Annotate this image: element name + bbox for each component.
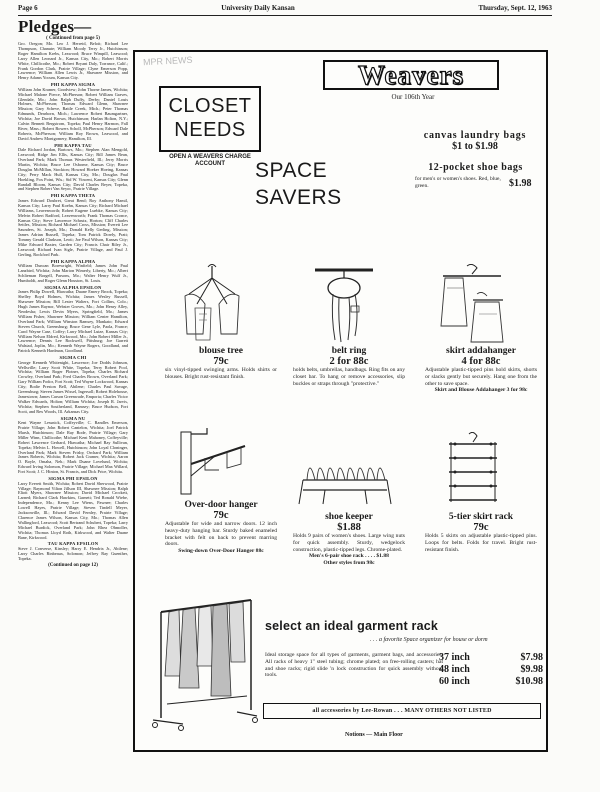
product-over-door-hanger <box>165 500 277 555</box>
product-note: Skirt and Blouse Addahanger 3 for 98c <box>434 387 528 394</box>
charge-account-note: OPEN A WEAVERS CHARGE ACCOUNT <box>169 154 251 167</box>
fraternity-members: George Kenneth Whitenight, Lawrence; Joe Dodds Johnson, Wellsville; Larry Scott White, Topeka; Terry Robert Pool, Wichita; William Roger Plotner, Topeka; Charles Richard Crowley, Overland Park; Fred Charles Brown, Overland Park; Gary William Fodor, Fort Scott; Ted Wayne Lockwood, Kansas City; Bodie Preston Bell, Abilene; Charles Paul Savage, Greensburg; Steven James Wissel, Ingersoll; Robert Holehouse, Jamestown; James Carson Greenwade, Emporia; Charles Victor Walker Edwards, Holton; William Wichita; Joseph R. Jarvis, Wichita; Stephen Southerland, Ramsey; Bruce Hudson, Fort Scott, and Rex Woods, Ill. Arkansas City. <box>18 359 128 414</box>
fraternity-name: SIGMA CHI <box>59 355 87 361</box>
fraternity-name: PHI KAPPA SIGMA <box>50 82 96 88</box>
product-desc: holds belts, umbrellas, handbags. Ring fits on any closet bar. To hang or remove accessories, slip buckles or straps through "protective." <box>293 367 405 387</box>
fraternity-name: PHI KAPPA TAU <box>54 142 92 148</box>
rack-size: 60 inch <box>439 676 470 687</box>
product-price: 79c <box>213 356 229 367</box>
garment-rack-prices <box>439 652 543 688</box>
fraternity-members: William Duncan Borewright, Winfield; James John Paul Lanzbird, Wichita; John Marion Wimerly, Liberty, Mo.; Albert Schlieman Borgell, Parsons, Mo.; Walter Henry Wulf Jr., Humboldt, and Roger Glenn Houston, St. Louis. <box>18 263 128 283</box>
garment-rack-title: select an ideal garment rack <box>265 619 439 633</box>
product-title: Over-door hanger <box>184 500 258 510</box>
belt-ring-drawing <box>313 262 375 344</box>
archive-stamp: MPR NEWS <box>142 54 193 68</box>
fraternity-name: SIGMA PHI EPSILON <box>48 476 98 482</box>
product-note: Swing-down Over-Door Hanger 88c <box>178 548 264 555</box>
rack-price: $9.98 <box>520 664 543 675</box>
fraternity-section <box>18 82 128 141</box>
product-blouse-tree <box>165 346 277 381</box>
over-door-hanger-illustration <box>175 424 251 496</box>
product-desc: Adjustable plastic-tipped pins hold skirts, shorts or slacks gently but securely. Hang one from the other to save space. <box>425 367 537 387</box>
shoe-bags-name: 12-pocket shoe bags <box>428 162 523 173</box>
product-shoe-keeper <box>293 512 405 566</box>
fraternity-section <box>18 416 128 475</box>
masthead <box>18 4 552 16</box>
shoe-keeper-drawing <box>295 450 395 506</box>
closet-needs-box <box>159 86 261 152</box>
skirt-rack-illustration <box>445 432 501 506</box>
blouse-tree-illustration <box>177 264 247 342</box>
fraternity-members: James Philip Dowell, Hiawatha; Duane Emery Brook, Topeka; Shelley Boyd Holmes, Wichita; James Wesley Russell, Shawnee Mission; Bill Lester Walters, Fort Collins, Colo.; Hugh James Raynor, Webster Groves, Mo.; John Henry Alley, Neodesha; Lewis Devin Myers, Springfield, Mo.; James William Fisher, Shawnee Mission; William Center Hamilton, Overland Park; William Winston Ramsey, Mankato; Edward Steven Church, Greensburg; Bruce Gene Lyle, Paola, France; Carol Wayne Case, Coffey; Larry Michael Lutze, Kansas City; William Nelson Eldred, Kirkwood, Mo.; John Robert Miller Jr., Lawrence; Dennis Lee Rockwell, Pittsburg; Joe Garrett Walstad, Joplin, Mo.; Kenneth Wayne Rogers, Goodland, and Patrick Kenneth Hardman, Goodland. <box>18 289 128 354</box>
rack-price: $7.98 <box>520 652 543 663</box>
fraternity-members: James Edward Doubret, Great Bend; Roy Anthony Hamil, Kansas City; Larry Paul Koehn, Kansas City; Richard Michael Williams, Leavenworth; Robert Eugene Luebke, Kansas City; Melvin Robert Radford, Leavenworth; Frank Thomas Cronce, Kansas City; Steve Lawrence Schrutz, Horton; Cliff Charles Settles, Mission; Richard Michael Cross, Mission; Everett Lee Saunders, St. Joseph, Mo.; Donald Kelly Gerling, Mission; James Adrian Russell, Topeka; Tom Patrick Dorely, Pratt; Tommy Gerald Clarkson, Leoti; Joe Paul Wilson, Kansas City; Mike Edward Baxter, Garden City; Francis Chair Riley Jr., Leawood; Richard Ivan Sigle, Prairie Village, and Paul J. Gerling, Rockford Park. <box>18 197 128 257</box>
garment-price-row <box>439 652 543 664</box>
fraternity-name: PHI KAPPA ALPHA <box>50 258 96 264</box>
product-desc: Adjustable for wide and narrow doors. 12 inch heavy-duty hanging bar. Sturdy baked enameled bracket with felt on back to prevent marring doors. <box>165 521 277 548</box>
blouse-tree-drawing <box>177 264 247 342</box>
fraternity-section <box>18 285 128 354</box>
skirt-addahanger-drawing <box>437 264 507 346</box>
weavers-advertisement <box>133 50 548 752</box>
product-title: 5-tier skirt rack <box>448 512 514 522</box>
paper-name: University Daily Kansan <box>221 4 295 12</box>
space-savers-heading: SPACE SAVERS <box>255 159 342 209</box>
closet-needs-heading: CLOSET NEEDS <box>168 95 252 141</box>
fraternity-members: William John Kramer, Goodview; John Thorne James, Wichita; Michael Malone Pierce, McPherson; Robert William Graves, Glendale, Mo.; John Ralph Duffy, Derby; Daniel Louis Holmes, McPherson; Thomas Edward Glenn, Shawnee Mission; Gary Scheve, Battle Creek, Mich.; Peter Thomas Edmunds, Dearborn, Mich.; Lawrence Robert Baumgartner, Wichita; Joe David Brown, Hutchinson; Harlan Holton, N.Y.; Calvin Bennett Bergstrom, Topeka; Paul Henry Harmon, Fall River, Mass.; Robert Bowers Scholl, McPherson; Edward Dale Roberts, McPherson; William Roy Brown, Leawood, and David Andrew Montgomery, Hamilton, Ill. <box>18 86 128 141</box>
fraternity-members: Steve J. Converse, Kinsley; Harry E. Hendrix Jr., Abilene; Larry Charles Rinbeaux, Solomon; Jeffrey Ray Guenther, Topeka. <box>18 545 128 561</box>
product-desc: six vinyl-tipped swinging arms. Holds shirts or blouses. Bright rust-resistant finish. <box>165 367 277 380</box>
product-desc: Holds 9 pairs of women's shoes. Large wing nuts for quick assembly. Sturdy, wedgelock construction, plastic-tipped legs. Chrome-plated. <box>293 533 405 553</box>
product-price: 4 for 88c <box>461 356 501 367</box>
garment-rack-illustration <box>147 592 259 732</box>
rack-size: 48 inch <box>439 664 470 675</box>
continued-on: (Continued on page 12) <box>48 562 98 568</box>
issue-date: Thursday, Sept. 12, 1963 <box>478 4 552 12</box>
fraternity-section <box>18 541 128 561</box>
product-note-secondary: Other styles from 98c <box>323 559 375 566</box>
shoe-keeper-illustration <box>295 450 395 506</box>
rack-price: $10.98 <box>515 676 543 687</box>
tagline: Our 106th Year <box>391 93 435 101</box>
fraternity-name: PHI KAPPA THETA <box>50 193 96 199</box>
product-title: blouse tree <box>199 346 243 356</box>
page-number: Page 6 <box>18 4 38 12</box>
product-desc: Holds 5 skirts on adjustable plastic-tipped pins. Loops for belts. Folds for travel. Bright rust-resistant finish. <box>425 533 537 553</box>
shoe-bags <box>403 162 548 189</box>
notions-footer: Notions — Main Floor <box>345 732 403 738</box>
skirt-rack-drawing <box>445 432 501 506</box>
product-title: shoe keeper <box>325 512 373 522</box>
rack-size: 37 inch <box>439 652 470 663</box>
product-skirt-rack <box>425 512 537 553</box>
shoe-bags-price: $1.98 <box>509 178 532 189</box>
product-price: 2 for 88c <box>329 356 369 367</box>
shoe-bags-desc: for men's or women's shoes. Red, blue, green. <box>415 176 501 189</box>
logo-text: Weavers <box>358 59 464 90</box>
product-skirt-addahanger <box>425 346 537 394</box>
product-price: 79c <box>213 510 229 521</box>
belt-ring-illustration <box>313 262 375 344</box>
product-note: Men's 6-pair shoe rack . . . . $1.88 <box>309 553 389 560</box>
fraternity-name: SIGMA ALPHA EPSILON <box>44 284 102 290</box>
pledges-title: Pledges— <box>18 18 92 36</box>
product-title: skirt addahanger <box>446 346 516 356</box>
fraternity-members: Kent Wayne Lessnick, Coffeyville; C. Randles Emerson, Prairie Village; John Robert Cantelon, Wichita; Joel Patrick Marsh, Hutchinson; Dale Ray Bode, Prairie Village; Gary Miller Winn, Chillicothe; Michael Kent Mahoney, Coffeyville; Robert Lawrence Gerhard, Hiawatha; Michael Ray Sullivan, Topeka; Melvin L. Howell, Hutchinson; John Loyal Cloninger, Overland Park; Mark Steven Frisby, Orchard Park; William James Roberts, Wichita; Robert Jack Cramer, Wichita; Aaron O. Boyle, Omaha, Neb.; Mark Duane Lovelund, Wichita; Edward Irving Solomon, Prairie Village; Michael Max Willard, Fort Scott; J. C. Hinton, St. Francis, and Dick Price, Wichita. <box>18 420 128 475</box>
accessories-banner: all accessories by Lee-Rowan . . . MANY OTHERS NOT LISTED <box>263 703 541 719</box>
fraternity-name: TAU KAPPA EPSILON <box>47 541 99 547</box>
garment-rack-subtitle: . . . a favorite Space organizer for house or dorm <box>370 637 488 643</box>
fraternity-section <box>18 355 128 414</box>
pledges-column <box>18 18 128 784</box>
fraternity-section <box>18 193 128 257</box>
fraternity-name: SIGMA NU <box>60 415 86 421</box>
fraternity-members: Dale Richard Jordan, Bartows, Mo.; Stephen Alan Mengold, Leawood; Ridge Jim Ellis, Kansas City; Bill James Bean, Overland Park; Mark Thomas Westerfield, Ill.; Jerry Morris Martin, Wichita; Bruce Lee Osborne, Kansas City; Bruce Douglas McMillan, Stockton; Howard Hoeker Hoeing, Kansas City; Perry Mack Hull, Kansas City, Mo.; Douglas Paul Hoekling, Fox Point, Wis.; Sid W. Vincent, Kansas City; Glenn Randall Bloom, Kansas City; David Charles Beyer, Topeka, and Stephen Robert Van Seyoc, Prairie Village. <box>18 147 128 192</box>
fraternity-section <box>18 259 128 284</box>
canvas-bags-name: canvas laundry bags <box>423 130 527 141</box>
over-door-hanger-drawing <box>175 424 251 496</box>
skirt-addahanger-illustration <box>437 264 507 346</box>
fraternity-members: Larry Everett Smith, Wichita; Robert David Sherwood, Prairie Village; Raymond Vilton Jillson III, Shawnee Mission; Ralph Eliott Myers, Shawnee Mission; David Michael Crockett, Larned; Richard Clark Hawkins, Garnett; Ted Ronald Wiebe, Independence, Mo.; Kenny Lee Wiens, Pawnee; Charles Lowell Hayes, Prairie Village; Steven Tindell Meyer, Jacksonville, Ill.; Edward David Fernley, Prairie Village; Clarence James Wilson, Kansas City, Mo.; Thomas Allen Wallingford, Leawood; Scott Bertrand Schubert, Topeka; Larry Michael Burdick, Overland Park; John Rhea Ohmoller, Wichita; Thomas Lloyd Roth, Kirkwood, and Walter Duane Bane, Kirkwood. <box>18 480 128 540</box>
continued-from: ( Continued from page 5) <box>46 36 100 41</box>
canvas-laundry-bags <box>405 130 545 152</box>
fraternity-section <box>18 143 128 193</box>
weavers-logo <box>323 60 499 90</box>
pledges-intro: Gro. Oregon; Mo. Leo J. Herreid, Beloit; Richard Lee Thompson, Chanute; William Moody Terry Jr., Hutchinson; Roger Hamilton Krebs, Leawood; Bruce Wimpill, Leawood; Larry Allen Leonard Jr., Kansas City, Mo.; Robert Morris White, Chillicothe, Mo.; Robert Bryant Daly, Torrance, Calif.; Frank Gordon Clark, Prairie Village; Clyne Emerson Popp, Lawrence; William Allen Lewis Jr., Shawnee Mission, and Henry Adams Yocum, Kansas City. <box>18 41 128 81</box>
garment-rack-drawing <box>147 592 259 732</box>
fraternity-section <box>18 476 128 540</box>
product-price: $1.88 <box>337 522 361 533</box>
product-price: 79c <box>473 522 489 533</box>
garment-rack-desc: Ideal storage space for all types of garments, garment bags, and accessories. All racks of heavy 1" steel tubing; chrome plated; on free-rolling casters; hat and shoe racks; rigid slide 'n lock construction for quick assembly without tools. <box>265 652 443 679</box>
garment-price-row <box>439 676 543 688</box>
fraternity-list <box>18 82 128 561</box>
canvas-bags-price: $1 to $1.98 <box>452 141 498 152</box>
garment-price-row <box>439 664 543 676</box>
product-title: belt ring <box>331 346 367 356</box>
product-belt-ring <box>293 346 405 387</box>
